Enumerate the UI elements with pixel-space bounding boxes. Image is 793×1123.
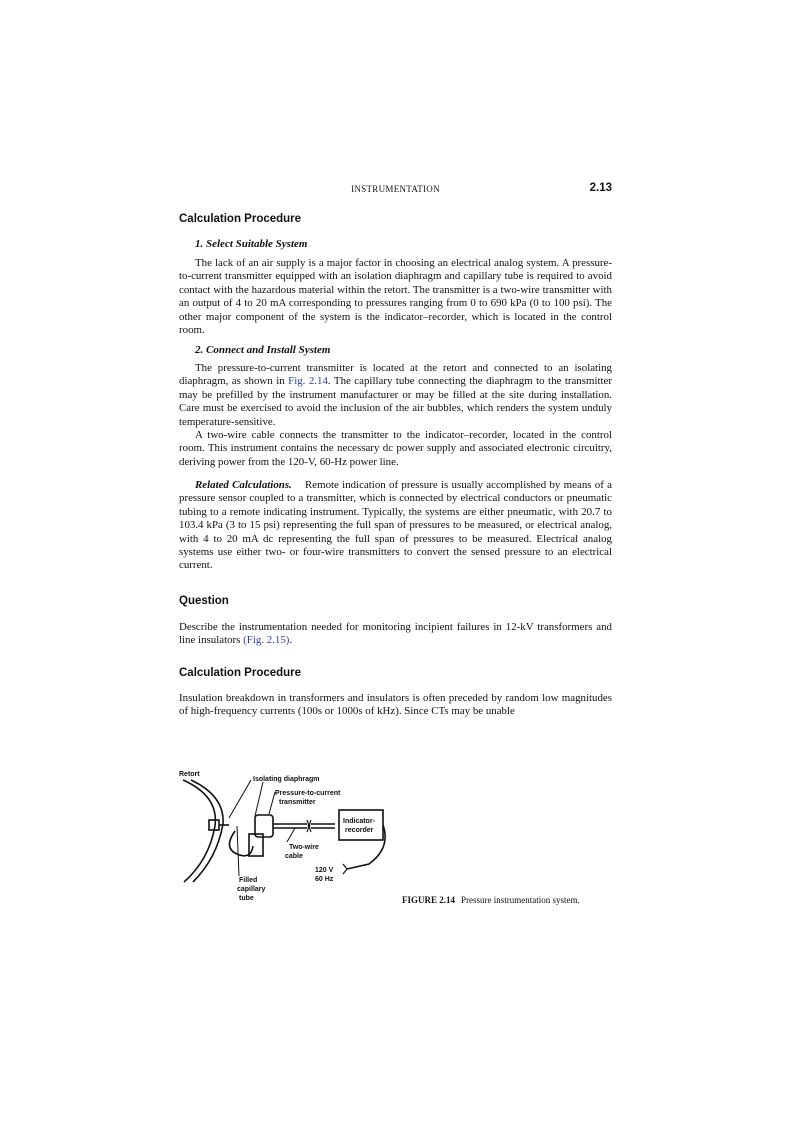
tube-label-1: Filled [239, 877, 258, 884]
power-label-1: 120 V [315, 867, 334, 874]
pressure-instrumentation-diagram [179, 768, 612, 906]
cable-label-1: Two-wire [289, 844, 319, 851]
fig-2-14-link[interactable]: Fig. 2.14 [288, 375, 328, 388]
cable-label-2: cable [285, 853, 303, 860]
figure-2-14 [179, 768, 612, 906]
power-label-2: 60 Hz [315, 876, 334, 883]
retort-label: Retort [179, 771, 200, 778]
cable-break [307, 820, 311, 832]
retort-leader [229, 780, 251, 818]
step2-paragraph-2: A two-wire cable connects the transmitter to the indicator–recorder, located in the control room. This instrument contains the necessary dc power supply and associated electronic circuitry, deriving power from the 120-V, 60-Hz power line. [179, 429, 612, 468]
fig-2-15-link[interactable]: (Fig. 2.15) [243, 634, 290, 647]
calculation-procedure-heading-2: Calculation Procedure [179, 667, 302, 679]
step2-text-after: . The capillary tube connecting the diaphragm to the transmitter may be prefilled by the instrument manufacturer or may be filled at the site during installation. Care must be exercised to avoid the inclusion of the air bubbles, which renders the system unduly temperature-sensitive. [179, 375, 613, 428]
transmitter-label-1: Pressure-to-current [275, 790, 341, 797]
tube-label-2: capillary [237, 886, 266, 893]
tube-label-3: tube [239, 895, 254, 902]
indicator-label-2: recorder [345, 827, 374, 834]
calculation-procedure-paragraph: Insulation breakdown in transformers and insulators is often preceded by random low magnitudes of high-frequency currents (100s or 1000s of kHz). Since CTs may be unable [179, 692, 612, 718]
figure-caption [402, 895, 580, 905]
question-text-after: . [289, 634, 293, 647]
isolating-diaphragm-label: Isolating diaphragm [253, 776, 320, 783]
related-calculations-label: Related Calculations. [195, 479, 292, 491]
retort-wall-inner [191, 780, 223, 882]
running-head [179, 182, 612, 198]
step1-paragraph: The lack of an air supply is a major factor in choosing an electrical analog system. A pressure-to-current transmitter equipped with an isolation diaphragm and capillary tube is required to avoid contact with the hazardous material within the retort. The transmitter is a two-wire transmitter with an output of 4 to 20 mA corresponding to pressures ranging from 0 to 690 kPa (0 to 100 psi). The other major component of the system is the indicator–recorder, which is located in the control room. [179, 257, 612, 337]
cable-leader [287, 828, 295, 842]
two-wire-cable-b [311, 824, 335, 828]
indicator-recorder-box [339, 810, 383, 840]
question-text-before: Describe the instrumentation needed for monitoring incipient failures in 12-kV transformers and line insulators [179, 621, 612, 647]
diaphragm-leader [255, 782, 263, 816]
retort-wall [183, 780, 215, 882]
step2-text-before: The pressure-to-current transmitter is located at the retort and connected to an isolating diaphragm, as shown in [179, 362, 612, 388]
indicator-label-1: Indicator- [343, 818, 375, 825]
step1-title: 1. Select Suitable System [195, 238, 308, 250]
page-number: 2.13 [589, 182, 612, 194]
step2-title: 2. Connect and Install System [195, 344, 331, 356]
related-calculations-paragraph [179, 479, 612, 573]
step2-paragraph [179, 362, 612, 429]
running-head-title: INSTRUMENTATION [351, 184, 440, 194]
figure-caption-label: FIGURE 2.14 [402, 895, 456, 905]
power-plug [343, 864, 347, 874]
calculation-procedure-heading: Calculation Procedure [179, 213, 302, 225]
figure-caption-text: Pressure instrumentation system. [461, 895, 580, 905]
transmitter-label-2: transmitter [279, 799, 316, 806]
related-calculations-text: Remote indication of pressure is usually accomplished by means of a pressure sensor coupled to a transmitter, which is connected by electrical conductors or pneumatic tubing to a remote indicating instrument. Typically, the systems are either pneumatic, with 20.7 to 103.4 kPa (3 to 15 psi) representing the full span of pressures to be measured, or electrical analog, with 4 to 20 mA dc representing the full span of pressures to be measured. Electrical analog systems use either two- or four-wire transmitters to convert the sensed pressure to an electrical current. [179, 479, 613, 572]
question-heading: Question [179, 595, 229, 607]
capillary-leader [237, 826, 239, 876]
two-wire-cable-a [273, 824, 307, 828]
question-paragraph [179, 621, 612, 648]
